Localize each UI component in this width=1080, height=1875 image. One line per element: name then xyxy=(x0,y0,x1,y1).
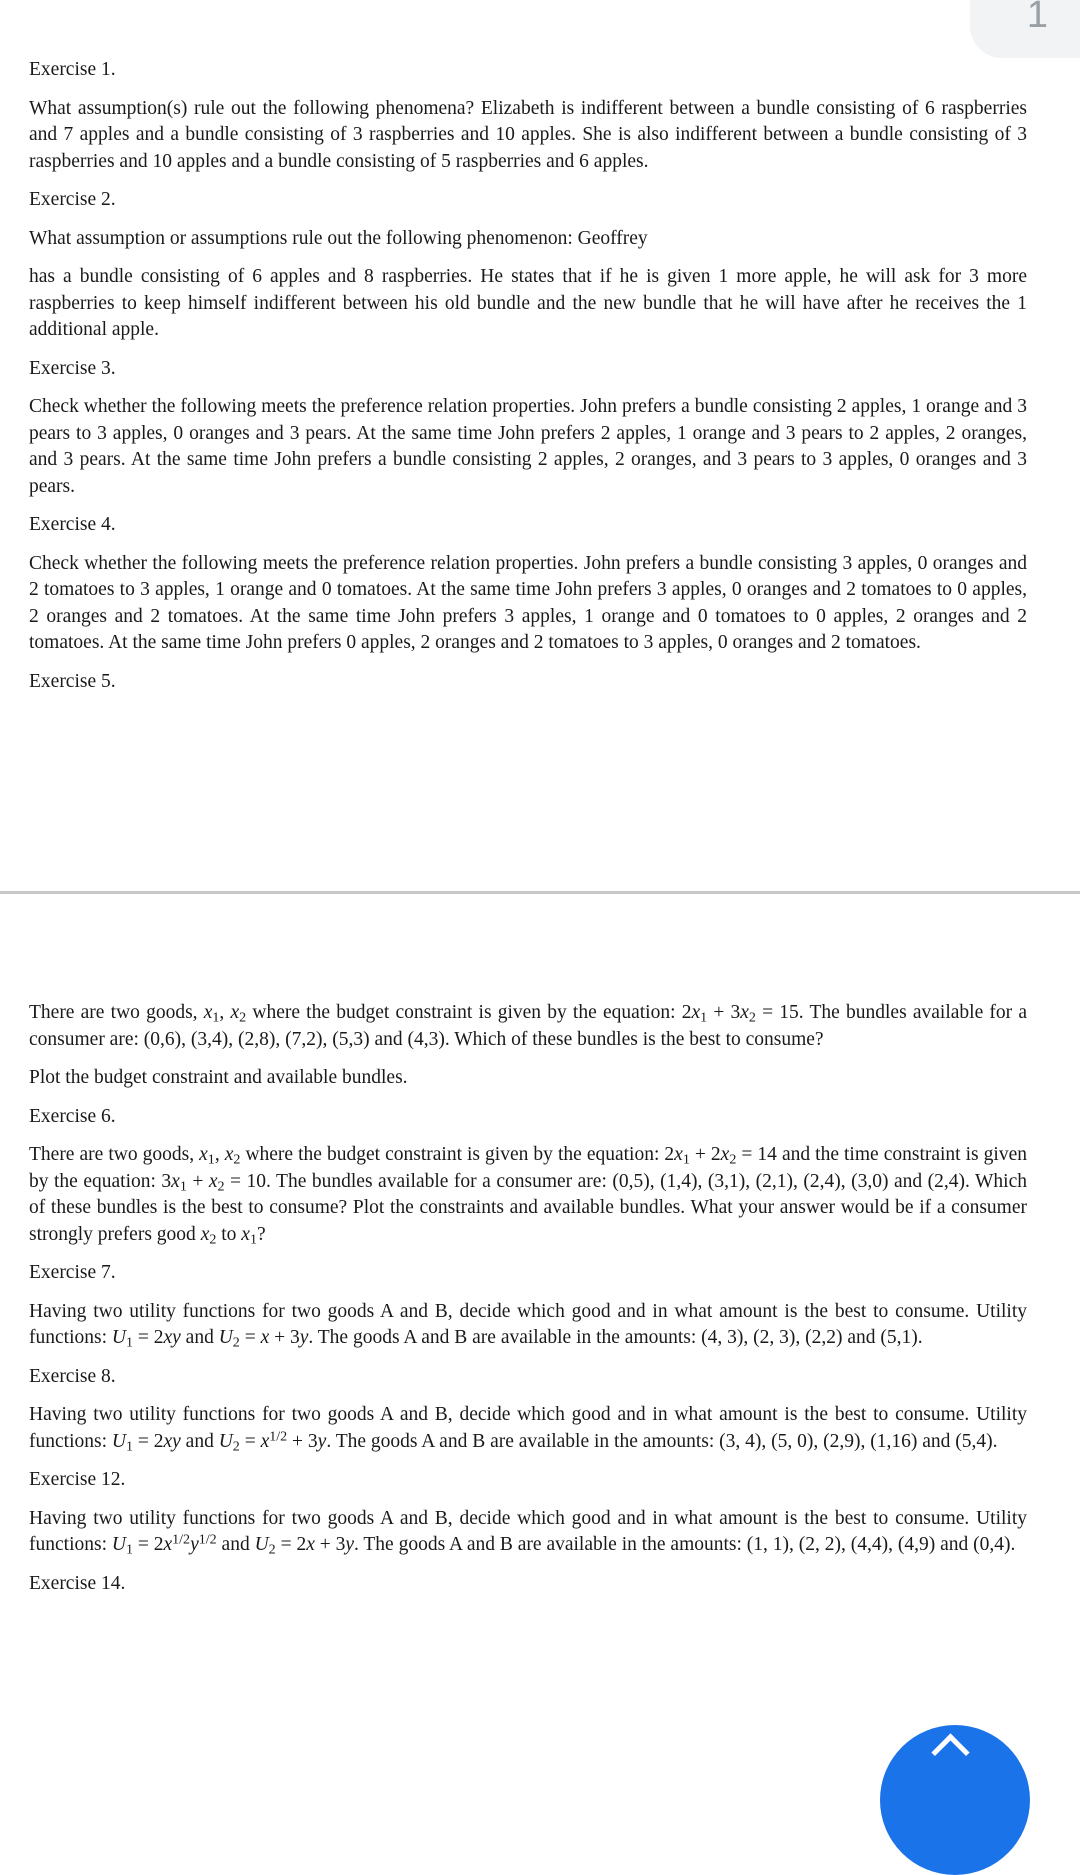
chevron-up-icon xyxy=(931,1733,969,1771)
exercise-12-title: Exercise 12. xyxy=(29,1469,126,1490)
page-number: 1 xyxy=(1026,0,1048,36)
exercise-8-text: Having two utility functions for two goods A and B, decide which good and in what amount is the best to consume. Utility functions: $U_1 = 2xy$ and $U_2 = x^{1/2} + 3y$. The goods A and B are available in the amounts: (3, 4), (5, 0), (2,9), (1,16) and (5,4). xyxy=(29,1404,1027,1454)
page-divider xyxy=(0,891,1080,894)
exercise-8-title: Exercise 8. xyxy=(29,1365,116,1387)
exercise-2-text: has a bundle consisting of 6 apples and 8 raspberries. He states that if he is given 1 more apple, he will ask for 3 more raspberries to keep himself indifferent between his old bundle and the new bundle that he will have after he receives the 1 additional apple. xyxy=(29,266,1027,340)
document-page-1 xyxy=(29,57,1027,707)
exercise-7-text: Having two utility functions for two goods A and B, decide which good and in what amount is the best to consume. Utility functions: $U_1 = 2xy$ and $U_2 = x + 3y$. The goods A and B are available in the amounts: (4, 3), (2, 3), (2,2) and (5,1). xyxy=(29,1300,1027,1351)
exercise-14-title: Exercise 14. xyxy=(29,1572,126,1594)
exercise-12-text: Having two utility functions for two goods A and B, decide which good and in what amount is the best to consume. Utility functions: $U_1 = 2x^{1/2}y^{1/2}$ and $U_2 = 2x + 3y$. The goods A and B are available in the amounts: (1, 1), (2, 2), (4,4), (4,9) and (0,4). xyxy=(29,1507,1027,1558)
exercise-1-text: What assumption(s) rule out the following phenomena? Elizabeth is indifferent between a bundle consisting of 6 raspberries and 7 apples and a bundle consisting of 3 raspberries and 10 apples. She is also indifferent between a bundle consisting of 3 raspberries and 10 apples and a bundle consisting of 5 raspberries and 6 apples. xyxy=(29,97,1027,172)
exercise-5-title: Exercise 5. xyxy=(29,670,116,692)
exercise-3-text: Check whether the following meets the preference relation properties. John prefers a bundle consisting 2 apples, 1 orange and 3 pears to 3 apples, 0 oranges and 3 pears. At the same time John prefers 2 apples, 1 orange and 3 pears to 2 apples, 2 oranges, and 3 pears. At the same time John prefers a bundle consisting 2 apples, 2 oranges, and 3 pears to 3 apples, 0 oranges and 3 pears. xyxy=(29,396,1027,497)
exercise-3-title: Exercise 3. xyxy=(29,357,116,379)
exercise-6-title: Exercise 6. xyxy=(29,1105,116,1127)
exercise-4-title: Exercise 4. xyxy=(29,514,116,535)
exercise-6-text: There are two goods, $x_1$, $x_2$ where the budget constraint is given by the equation: $2x_1 + 2x_2 = 14$ and the time constraint is given by the equation: $3x_1 + x_2 = 10$. The bundles available for a consumer are: (0,5), (1,4), (3,1), (2,1), (2,4), (3,0) and (2,4). Which of these bundles is the best to consume? Plot the constraints and available bundles. What your answer would be if a consumer strongly prefers good $x_2$ to $x_1$? xyxy=(29,1144,1028,1247)
exercise-1-title: Exercise 1. xyxy=(29,59,116,80)
budget-equation: $2x_1 + 3x_2 = 15$ xyxy=(681,1002,799,1026)
scroll-up-button[interactable] xyxy=(880,1725,1030,1875)
page-number-badge xyxy=(970,0,1080,58)
exercise-2-title: Exercise 2. xyxy=(29,189,116,210)
time-equation: $3x_1 + x_2 = 10$ xyxy=(161,1170,267,1194)
exercise-4-text: Check whether the following meets the preference relation properties. John prefers a bundle consisting 3 apples, 0 oranges and 2 tomatoes to 3 apples, 1 orange and 0 tomatoes. At the same time John prefers 3 apples, 0 oranges and 2 tomatoes to 0 apples, 2 oranges and 2 tomatoes. At the same time John prefers 3 apples, 1 orange and 0 tomatoes to 0 apples, 2 oranges and 2 tomatoes. At the same time John prefers 0 apples, 2 oranges and 2 tomatoes to 3 apples, 0 oranges and 2 tomatoes. xyxy=(29,552,1027,653)
exercise-2-text-intro: What assumption or assumptions rule out the following phenomenon: Geoffrey xyxy=(29,227,648,249)
document-page-2 xyxy=(29,1000,1027,1609)
exercise-5-plot-instruction: Plot the budget constraint and available bundles. xyxy=(29,1067,408,1088)
exercise-7-title: Exercise 7. xyxy=(29,1262,116,1283)
budget-equation: $2x_1 + 2x_2 = 14$ xyxy=(664,1144,777,1168)
exercise-5-text: There are two goods, $x_1$, $x_2$ where the budget constraint is given by the equation: $2x_1 + 3x_2 = 15$. The bundles available for a consumer are: (0,6), (3,4), (2,8), (7,2), (5,3) and (4,3). Which of these bundles is the best to consume? xyxy=(29,1002,1028,1050)
